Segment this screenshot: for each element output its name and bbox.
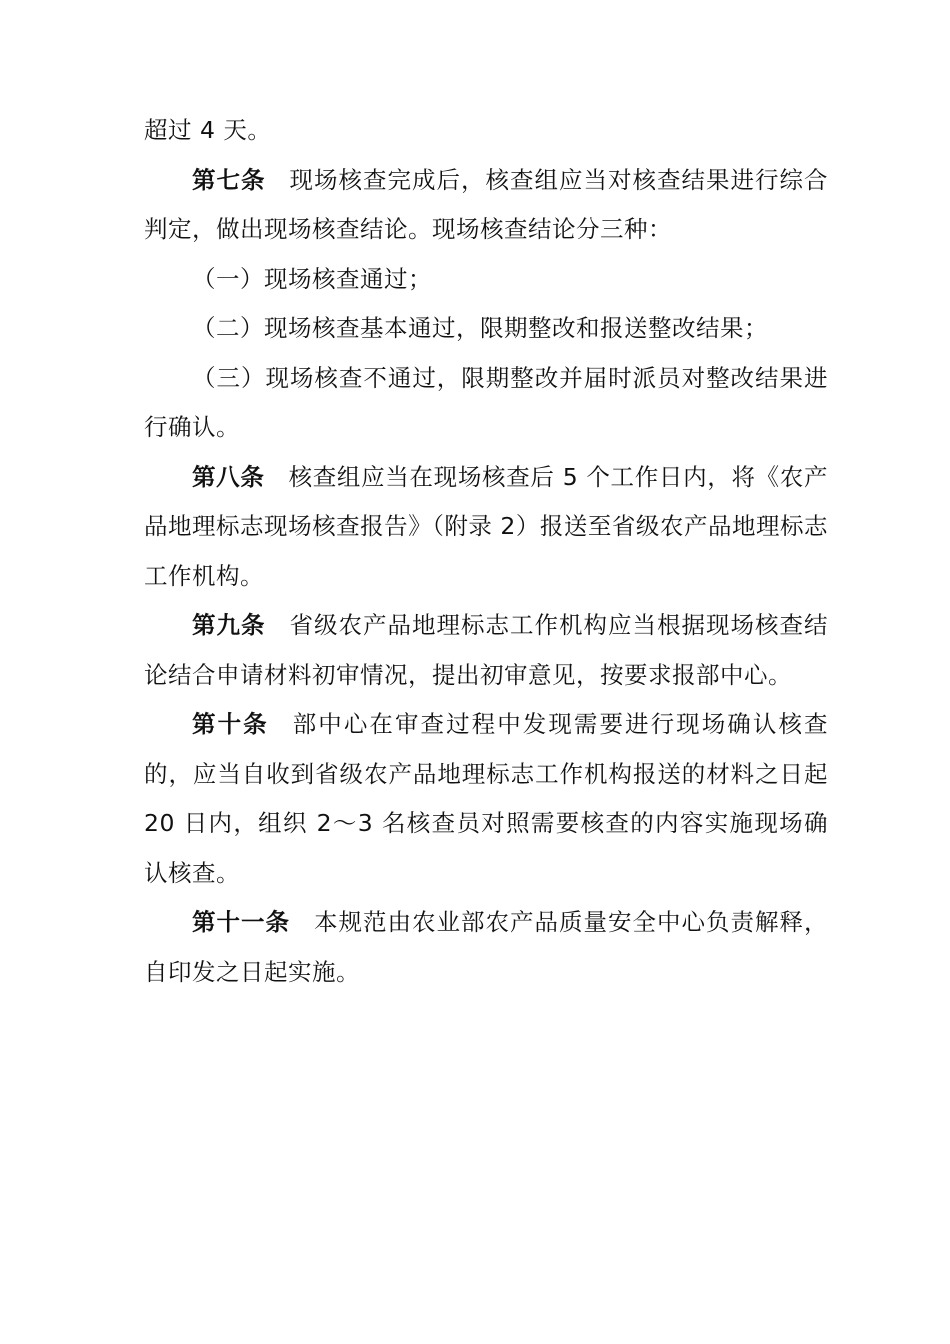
article-10 xyxy=(144,700,828,898)
article-number: 第十条 xyxy=(192,710,269,738)
article-number: 第十一条 xyxy=(192,908,290,936)
paragraph-continuation xyxy=(144,106,828,156)
paragraph-text: 部中心在审查过程中发现需要进行现场确认核查的，应当自收到省级农产品地理标志工作机构报送的材料之日起 20 日内，组织 2～3 名核查员对照需要核查的内容实施现场确认核查。 xyxy=(144,710,829,887)
list-item-2 xyxy=(144,304,828,354)
paragraph-text: 核查组应当在现场核查后 5 个工作日内，将《农产品地理标志现场核查报告》（附录 2）报送至省级农产品地理标志工作机构。 xyxy=(144,462,828,590)
article-number: 第七条 xyxy=(192,165,266,194)
list-item-3 xyxy=(144,354,828,453)
paragraph-text: （三）现场核查不通过，限期整改并届时派员对整改结果进行确认。 xyxy=(144,363,828,441)
paragraph-text: 现场核查完成后，核查组应当对核查结果进行综合判定，做出现场核查结论。现场核查结论分三种： xyxy=(144,165,828,243)
article-9 xyxy=(144,601,828,700)
article-11 xyxy=(144,898,828,997)
article-7 xyxy=(144,156,828,255)
paragraph-text: 省级农产品地理标志工作机构应当根据现场核查结论结合申请材料初审情况，提出初审意见，按要求报部中心。 xyxy=(144,611,828,689)
paragraph-text: 超过 4 天。 xyxy=(144,116,272,144)
list-item-1 xyxy=(144,255,828,305)
paragraph-text: 本规范由农业部农产品质量安全中心负责解释，自印发之日起实施。 xyxy=(144,908,828,986)
document-body xyxy=(144,106,828,997)
paragraph-text: （一）现场核查通过； xyxy=(192,264,432,293)
article-number: 第九条 xyxy=(192,611,266,639)
article-number: 第八条 xyxy=(192,462,265,491)
article-8 xyxy=(144,453,828,602)
paragraph-text: （二）现场核查基本通过，限期整改和报送整改结果； xyxy=(192,314,768,342)
